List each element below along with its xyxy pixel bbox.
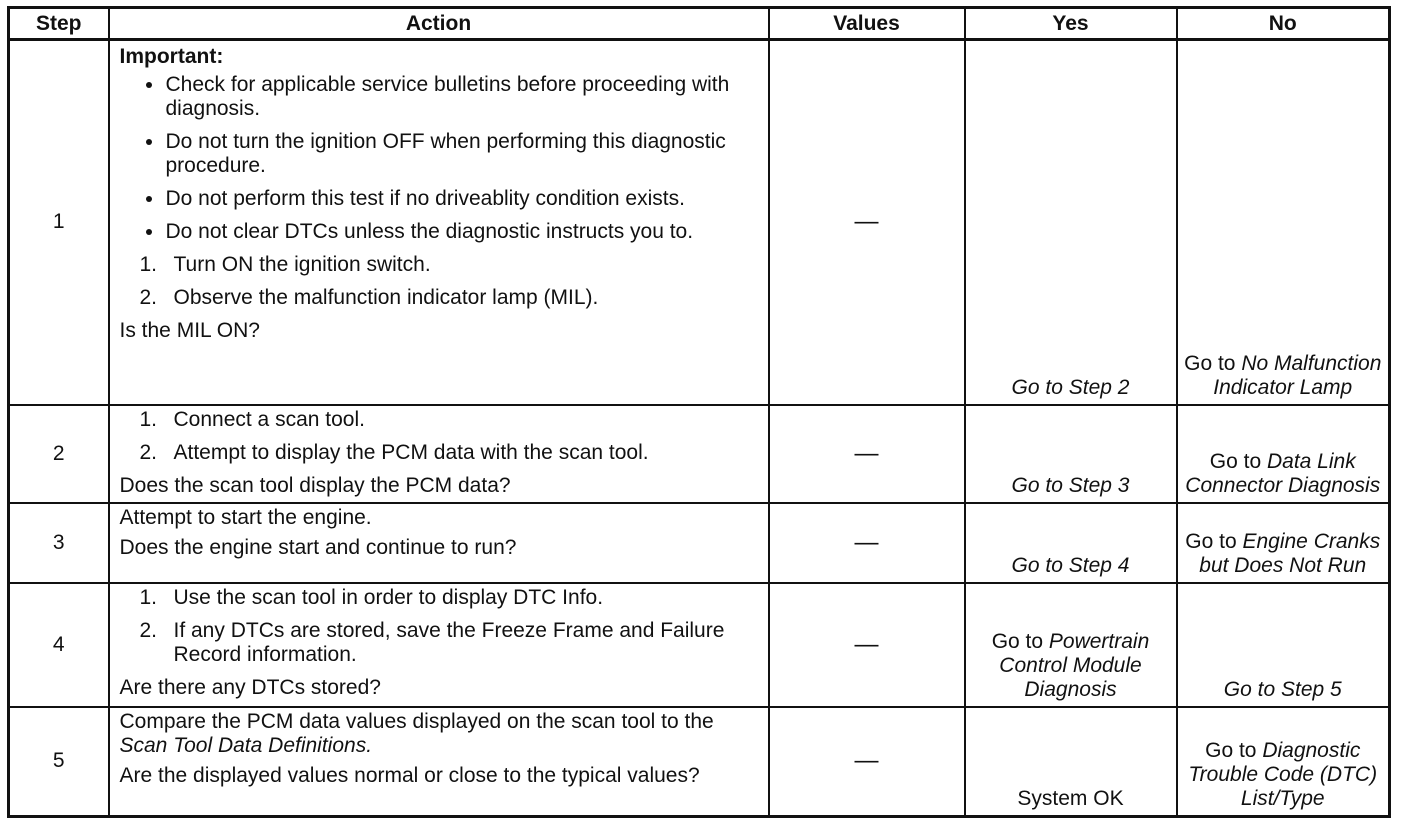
yes-link[interactable]: Go to Step 3 [1011, 473, 1130, 497]
yes-link[interactable]: Powertrain Control Module Diagnosis [999, 629, 1150, 701]
step-number: 4 [9, 583, 109, 707]
important-label: Important: [119, 45, 224, 68]
table-row [9, 707, 1390, 817]
numbered-step [120, 619, 760, 667]
no-cell [1177, 503, 1390, 583]
numbered-step [120, 253, 760, 277]
yes-link[interactable]: Go to Step 2 [1011, 375, 1130, 399]
yes-cell [965, 503, 1177, 583]
table-row [9, 583, 1390, 707]
bullet-item: Do not perform this test if no driveablity condition exists. [120, 187, 760, 211]
step-number: 3 [9, 503, 109, 583]
step-text: Attempt to display the PCM data with the scan tool. [173, 440, 649, 464]
header-yes: Yes [965, 8, 1177, 40]
question-text: Does the scan tool display the PCM data? [119, 473, 511, 497]
step-index: 1. [139, 407, 158, 431]
no-prefix: Go to [1209, 449, 1267, 473]
step-number: 5 [9, 707, 109, 817]
header-values: Values [769, 8, 965, 40]
action-text [120, 710, 760, 758]
yes-result: System OK [1017, 787, 1124, 810]
step-text: Use the scan tool in order to display DTC Info. [173, 585, 604, 609]
no-prefix: Go to [1205, 739, 1263, 762]
action-cell [109, 583, 769, 707]
step-index: 1. [139, 585, 158, 609]
step-text: If any DTCs are stored, save the Freeze Frame and Failure Record information. [173, 618, 725, 666]
action-cell [109, 707, 769, 817]
bullet-item: Do not clear DTCs unless the diagnostic instructs you to. [120, 220, 760, 244]
bullet-item: Do not turn the ignition OFF when performing this diagnostic procedure. [120, 130, 760, 178]
no-link[interactable]: Go to Step 5 [1223, 677, 1342, 701]
question-text: Does the engine start and continue to run? [119, 535, 517, 559]
action-cell [109, 503, 769, 583]
action-cell [109, 405, 769, 503]
yes-cell [965, 583, 1177, 707]
yes-cell [965, 405, 1177, 503]
step-text: Observe the malfunction indicator lamp (MIL). [173, 286, 599, 309]
action-cell [109, 40, 769, 405]
action-text-prefix: Compare the PCM data values displayed on the scan tool to the [119, 709, 714, 733]
question-text: Is the MIL ON? [119, 319, 260, 342]
step-index: 2. [139, 286, 158, 309]
no-prefix: Go to [1185, 529, 1243, 553]
values-cell: — [769, 583, 965, 707]
no-cell [1177, 707, 1390, 817]
numbered-step [120, 441, 760, 465]
diagnostic-table [7, 6, 1391, 818]
no-cell [1177, 405, 1390, 503]
table-row [9, 503, 1390, 583]
no-cell [1177, 40, 1390, 405]
header-action: Action [109, 8, 769, 40]
table-row [9, 40, 1390, 405]
yes-link[interactable]: Go to Step 4 [1011, 553, 1130, 577]
action-text: Attempt to start the engine. [119, 505, 372, 529]
step-index: 2. [139, 440, 158, 464]
values-cell: — [769, 707, 965, 817]
numbered-step [120, 408, 760, 432]
data-definitions-link[interactable]: Scan Tool Data Definitions. [119, 733, 373, 757]
header-row [9, 8, 1390, 40]
question-text: Are the displayed values normal or close to the typical values? [119, 763, 700, 787]
step-index: 2. [139, 618, 158, 642]
yes-cell [965, 707, 1177, 817]
numbered-step [120, 286, 760, 310]
bullet-item: Check for applicable service bulletins before proceeding with diagnosis. [120, 73, 760, 121]
header-no: No [1177, 8, 1390, 40]
values-cell: — [769, 503, 965, 583]
step-text: Connect a scan tool. [173, 407, 365, 431]
header-step: Step [9, 8, 109, 40]
no-link[interactable]: Data Link Connector Diagnosis [1185, 449, 1381, 497]
no-cell [1177, 583, 1390, 707]
no-link[interactable]: Engine Cranks but Does Not Run [1199, 529, 1381, 577]
no-link[interactable]: No Malfunction Indicator Lamp [1213, 351, 1382, 399]
values-cell: — [769, 40, 965, 405]
numbered-step [120, 586, 760, 610]
no-prefix: Go to [1184, 351, 1242, 375]
yes-prefix: Go to [991, 629, 1049, 653]
question-text: Are there any DTCs stored? [119, 675, 381, 699]
yes-cell [965, 40, 1177, 405]
step-number: 1 [9, 40, 109, 405]
step-number: 2 [9, 405, 109, 503]
values-cell: — [769, 405, 965, 503]
no-link[interactable]: Diagnostic Trouble Code (DTC) List/Type [1188, 739, 1378, 810]
step-index: 1. [139, 253, 158, 276]
table-row [9, 405, 1390, 503]
step-text: Turn ON the ignition switch. [173, 253, 431, 276]
